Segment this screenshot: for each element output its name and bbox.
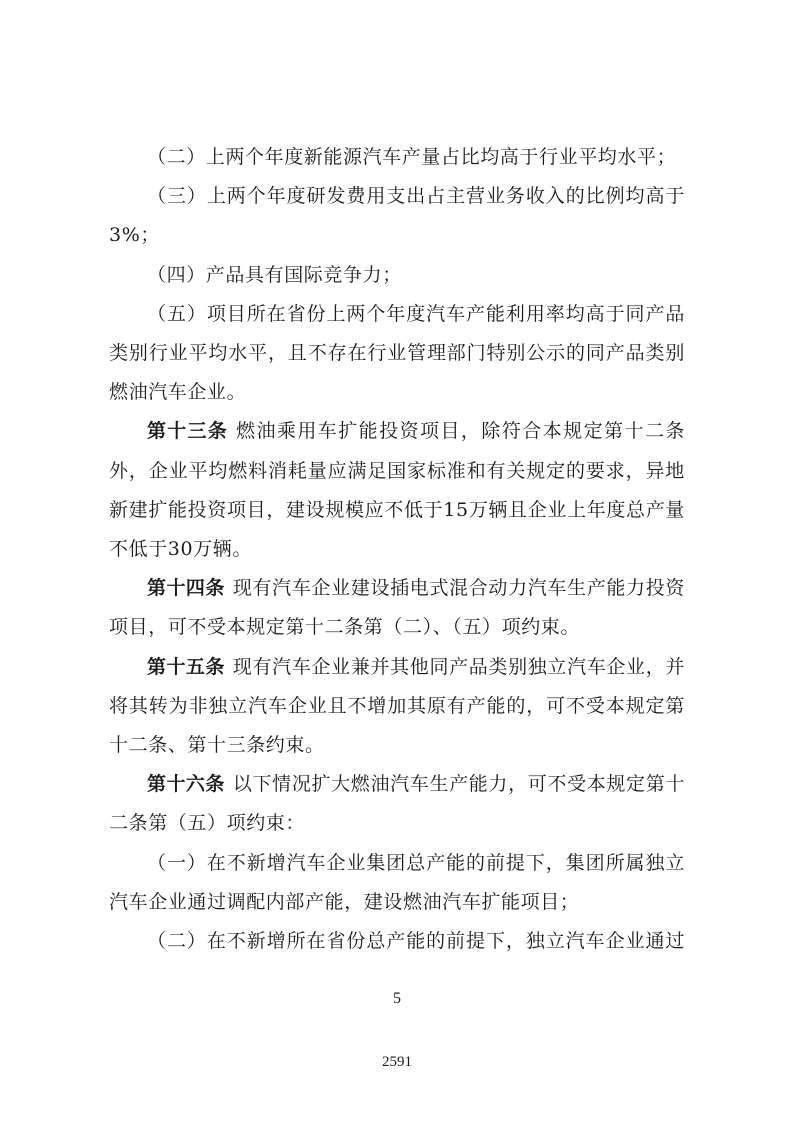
paragraph-item-3 <box>109 177 685 255</box>
article-14 <box>109 569 685 647</box>
paragraph-text: （二）在不新增所在省份总产能的前提下，独立汽车企业通过 <box>147 930 685 953</box>
document-body <box>109 138 685 961</box>
article-label: 第十三条 <box>147 420 228 443</box>
paragraph-item-2-continued <box>109 922 685 961</box>
article-label: 第十四条 <box>147 577 225 600</box>
article-text: 以下情况扩大燃油汽车生产能力，可不受本规定第十二条第（五）项约束： <box>109 773 685 835</box>
paragraph-item-5 <box>109 295 685 413</box>
paragraph-item-2 <box>109 138 685 177</box>
paragraph-text: （四）产品具有国际竞争力； <box>147 263 402 286</box>
paragraph-text: （一）在不新增汽车企业集团总产能的前提下，集团所属独立汽车企业通过调配内部产能，建设燃油汽车扩能项目； <box>109 851 685 913</box>
archive-number: 2591 <box>382 1054 412 1070</box>
article-label: 第十五条 <box>147 655 225 678</box>
article-text: 现有汽车企业兼并其他同产品类别独立汽车企业，并将其转为非独立汽车企业且不增加其原有产能的，可不受本规定第十二条、第十三条约束。 <box>109 655 685 757</box>
paragraph-item-1 <box>109 844 685 922</box>
article-text: 现有汽车企业建设插电式混合动力汽车生产能力投资项目，可不受本规定第十二条第（二）、（五）项约束。 <box>109 577 685 639</box>
paragraph-text: （五）项目所在省份上两个年度汽车产能利用率均高于同产品类别行业平均水平，且不存在行业管理部门特别公示的同产品类别燃油汽车企业。 <box>109 302 685 404</box>
paragraph-text: （三）上两个年度研发费用支出占主营业务收入的比例均高于3%； <box>109 185 685 247</box>
article-text: 燃油乘用车扩能投资项目，除符合本规定第十二条外，企业平均燃料消耗量应满足国家标准和有关规定的要求，异地新建扩能投资项目，建设规模应不低于15万辆且企业上年度总产量不低于30万辆。 <box>109 420 685 561</box>
paragraph-item-4 <box>109 256 685 295</box>
article-16 <box>109 765 685 843</box>
article-13 <box>109 412 685 569</box>
page-number: 5 <box>393 990 401 1007</box>
paragraph-text: （二）上两个年度新能源汽车产量占比均高于行业平均水平； <box>147 146 677 168</box>
article-15 <box>109 648 685 766</box>
article-label: 第十六条 <box>147 773 225 796</box>
